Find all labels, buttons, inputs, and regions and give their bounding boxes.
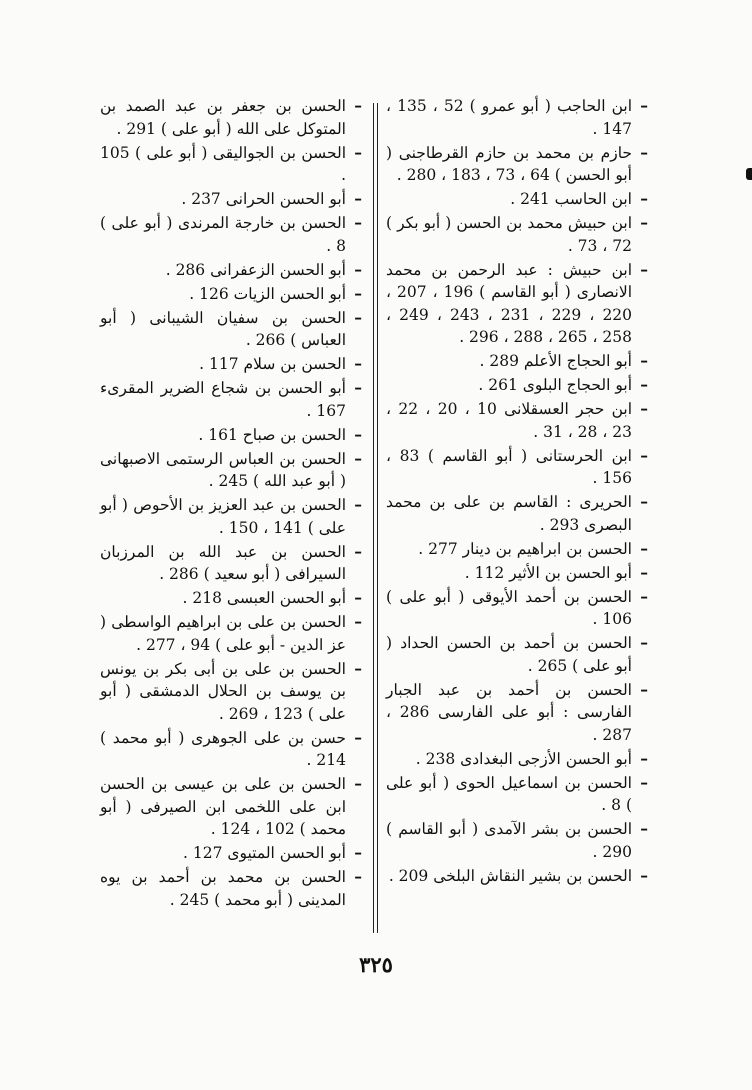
index-list-left bbox=[100, 95, 362, 911]
index-entry: – الحسن بن سفيان الشيبانى ( أبو العباس ) 266 . bbox=[100, 307, 362, 352]
index-entry: – الحسن بن ابراهيم بن دينار 277 . bbox=[386, 538, 648, 561]
index-entry: – الحسن بن على بن عيسى بن الحسن ابن على اللخمى ابن الصيرفى ( أبو محمد ) 102 ، 124 . bbox=[100, 773, 362, 841]
index-entry: – الحسن بن خارجة المرندى ( أبو على ) 8 . bbox=[100, 212, 362, 257]
index-entry: – الحسن بن العباس الرستمى الاصبهانى ( أبو عبد الله ) 245 . bbox=[100, 448, 362, 493]
index-entry: – الحسن بن محمد بن أحمد بن يوه المدينى ( أبو محمد ) 245 . bbox=[100, 866, 362, 911]
index-entry: – ابن حجر العسقلانى 10 ، 20 ، 22 ، 23 ، 28 ، 31 . bbox=[386, 398, 648, 443]
index-entry: – أبو الحسن بن الأثير 112 . bbox=[386, 562, 648, 585]
index-entry: – حازم بن محمد بن حازم القرطاجنى ( أبو الحسن ) 64 ، 73 ، 183 ، 280 . bbox=[386, 142, 648, 187]
index-entry: – الحسن بن أحمد بن عبد الجبار الفارسى : أبو على الفارسى 286 ، 287 . bbox=[386, 679, 648, 747]
column-divider bbox=[373, 103, 378, 933]
index-entry: – ابن حبيش محمد بن الحسن ( أبو بكر ) 72 ، 73 . bbox=[386, 212, 648, 257]
index-entry: – أبو الحسن الحرانى 237 . bbox=[100, 188, 362, 211]
index-entry: – أبو الحسن المتيوى 127 . bbox=[100, 842, 362, 865]
index-entry: – أبو الحسن العبسى 218 . bbox=[100, 587, 362, 610]
index-entry: – الحسن بن عبد الله بن المرزبان السيرافى ( أبو سعيد ) 286 . bbox=[100, 541, 362, 586]
index-entry: – الحسن بن أحمد بن الحسن الحداد ( أبو على ) 265 . bbox=[386, 632, 648, 677]
index-entry: – ابن الحاجب ( أبو عمرو ) 52 ، 135 ، 147 . bbox=[386, 95, 648, 140]
index-entry: – ابن الحرستانى ( أبو القاسم ) 83 ، 156 . bbox=[386, 445, 648, 490]
index-entry: – أبو الحسن بن شجاع الضرير المقرىء 167 . bbox=[100, 377, 362, 422]
index-entry: – أبو الحسن الزعفرانى 286 . bbox=[100, 259, 362, 282]
index-page bbox=[100, 95, 648, 940]
index-entry: – الحسن بن أحمد الأيوقى ( أبو على ) 106 . bbox=[386, 586, 648, 631]
index-entry: – الحسن بن بشر الآمدى ( أبو القاسم ) 290 . bbox=[386, 818, 648, 863]
index-entry: – أبو الحسن الأزجى البغدادى 238 . bbox=[386, 748, 648, 771]
index-entry: – الحسن بن على بن ابراهيم الواسطى ( عز الدين - أبو على ) 94 ، 277 . bbox=[100, 611, 362, 656]
index-column-left bbox=[100, 95, 362, 913]
index-entry: – أبو الحجاج الأعلم 289 . bbox=[386, 350, 648, 373]
index-entry: – ابن حبيش : عبد الرحمن بن محمد الانصارى ( أبو القاسم ) 196 ، 207 ، 220 ، 229 ، 231 ، 243 ، 249 ، 258 ، 265 ، 288 ، 296 . bbox=[386, 259, 648, 349]
page-edge-mark bbox=[746, 168, 752, 180]
index-entry: – الحسن بن صباح 161 . bbox=[100, 424, 362, 447]
index-entry: – أبو الحسن الزيات 126 . bbox=[100, 283, 362, 306]
index-entry: – ابن الحاسب 241 . bbox=[386, 188, 648, 211]
page-number: ٣٢٥ bbox=[359, 952, 393, 977]
index-entry: – الحسن بن على بن أبى بكر بن يونس بن يوسف بن الحلال الدمشقى ( أبو على ) 123 ، 269 . bbox=[100, 658, 362, 726]
index-entry: – الحريرى : القاسم بن على بن محمد البصرى 293 . bbox=[386, 491, 648, 536]
index-entry: – الحسن بن بشير النقاش البلخى 209 . bbox=[386, 865, 648, 888]
index-entry: – الحسن بن جعفر بن عبد الصمد بن المتوكل على الله ( أبو على ) 291 . bbox=[100, 95, 362, 140]
index-entry: – الحسن بن سلام 117 . bbox=[100, 353, 362, 376]
index-entry: – الحسن بن الجواليقى ( أبو على ) 105 . bbox=[100, 142, 362, 187]
index-list-right bbox=[386, 95, 648, 887]
index-column-right bbox=[386, 95, 648, 889]
index-entry: – الحسن بن عبد العزيز بن الأحوص ( أبو على ) 141 ، 150 . bbox=[100, 494, 362, 539]
index-entry: – حسن بن على الجوهرى ( أبو محمد ) 214 . bbox=[100, 727, 362, 772]
index-entry: – الحسن بن اسماعيل الحوى ( أبو على ) 8 . bbox=[386, 772, 648, 817]
index-entry: – أبو الحجاج البلوى 261 . bbox=[386, 374, 648, 397]
